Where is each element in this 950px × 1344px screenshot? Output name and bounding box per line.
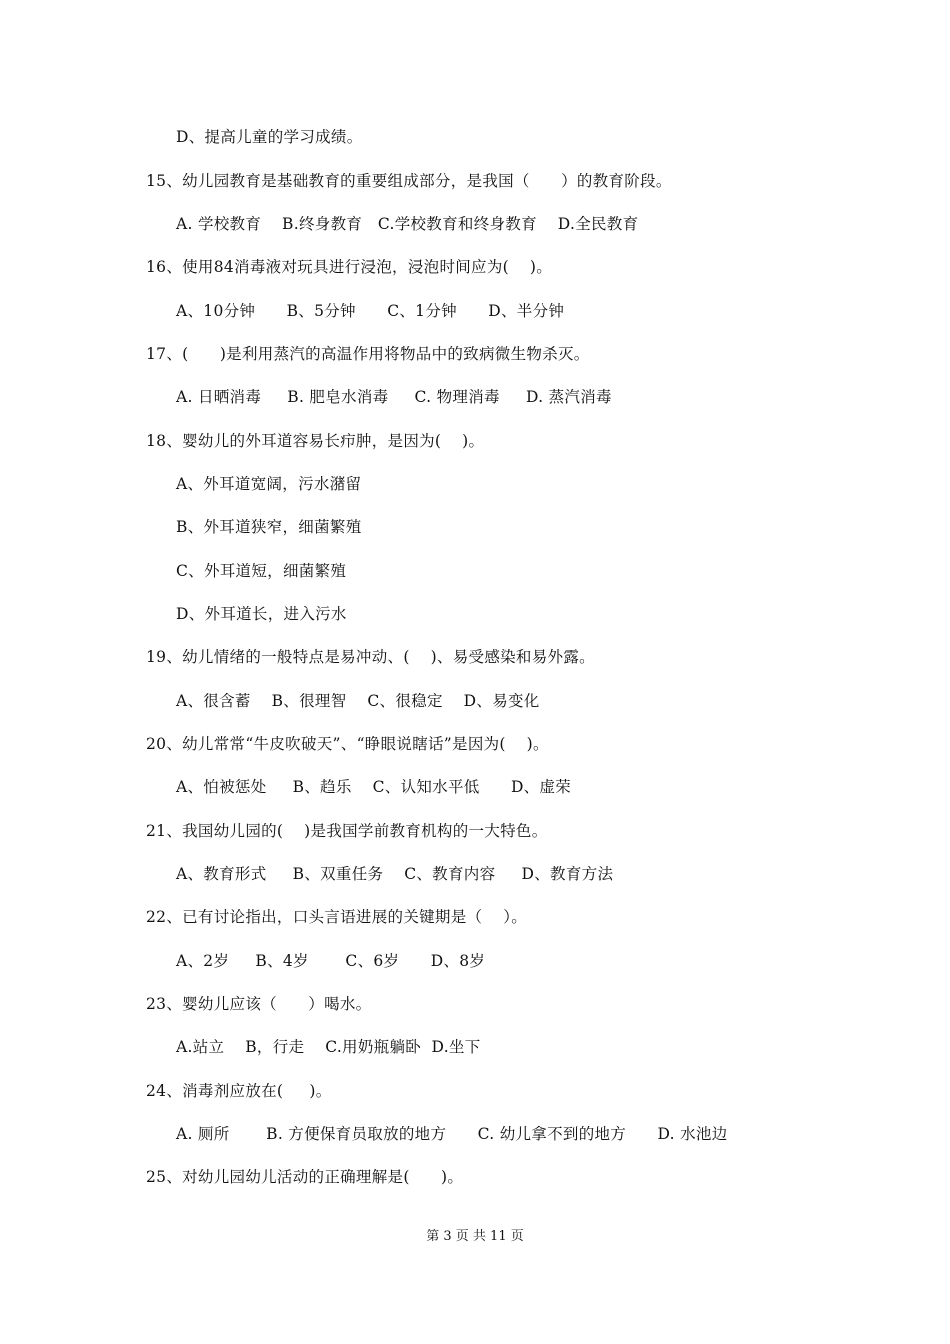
question-line: 23、婴幼儿应该（ ）喝水。 (146, 995, 372, 1013)
question-line: 25、对幼儿园幼儿活动的正确理解是( )。 (146, 1168, 464, 1186)
question-line: 21、我国幼儿园的( )是我国学前教育机构的一大特色。 (146, 822, 548, 840)
question-line: 19、幼儿情绪的一般特点是易冲动、( )、易受感染和易外露。 (146, 648, 595, 666)
option-line: A、外耳道宽阔，污水潴留 (176, 475, 362, 493)
question-line: 20、幼儿常常“牛皮吹破天”、“睁眼说瞎话”是因为( )。 (146, 735, 549, 753)
question-line: 17、( )是利用蒸汽的高温作用将物品中的致病微生物杀灭。 (146, 345, 590, 363)
option-line: A、很含蓄 B、很理智 C、很稳定 D、易变化 (176, 692, 540, 710)
question-line: 18、婴幼儿的外耳道容易长疖肿，是因为( )。 (146, 432, 485, 450)
option-line: A、10分钟 B、5分钟 C、1分钟 D、半分钟 (176, 302, 565, 320)
question-line: 15、幼儿园教育是基础教育的重要组成部分，是我国（ ）的教育阶段。 (146, 172, 672, 190)
option-line: C、外耳道短，细菌繁殖 (176, 562, 347, 580)
page-footer: 第 3 页 共 11 页 (426, 1229, 524, 1244)
option-line: D、外耳道长，进入污水 (176, 605, 347, 623)
option-line: D、提高儿童的学习成绩。 (176, 128, 363, 146)
question-line: 16、使用84消毒液对玩具进行浸泡，浸泡时间应为( )。 (146, 258, 553, 276)
option-line: A、2岁 B、4岁 C、6岁 D、8岁 (176, 952, 486, 970)
option-line: A. 学校教育 B.终身教育 C.学校教育和终身教育 D.全民教育 (176, 215, 639, 233)
question-line: 22、已有讨论指出，口头言语进展的关键期是（ ）。 (146, 908, 528, 926)
option-line: A、教育形式 B、双重任务 C、教育内容 D、教育方法 (176, 865, 614, 883)
question-line: 24、消毒剂应放在( )。 (146, 1082, 332, 1100)
option-line: A. 日晒消毒 B. 肥皂水消毒 C. 物理消毒 D. 蒸汽消毒 (176, 388, 612, 406)
option-line: A、怕被惩处 B、趋乐 C、认知水平低 D、虚荣 (176, 778, 572, 796)
option-line: A.站立 B，行走 C.用奶瓶躺卧 D.坐下 (176, 1038, 481, 1056)
option-line: A. 厕所 B. 方便保育员取放的地方 C. 幼儿拿不到的地方 D. 水池边 (176, 1125, 728, 1143)
option-line: B、外耳道狭窄，细菌繁殖 (176, 518, 362, 536)
